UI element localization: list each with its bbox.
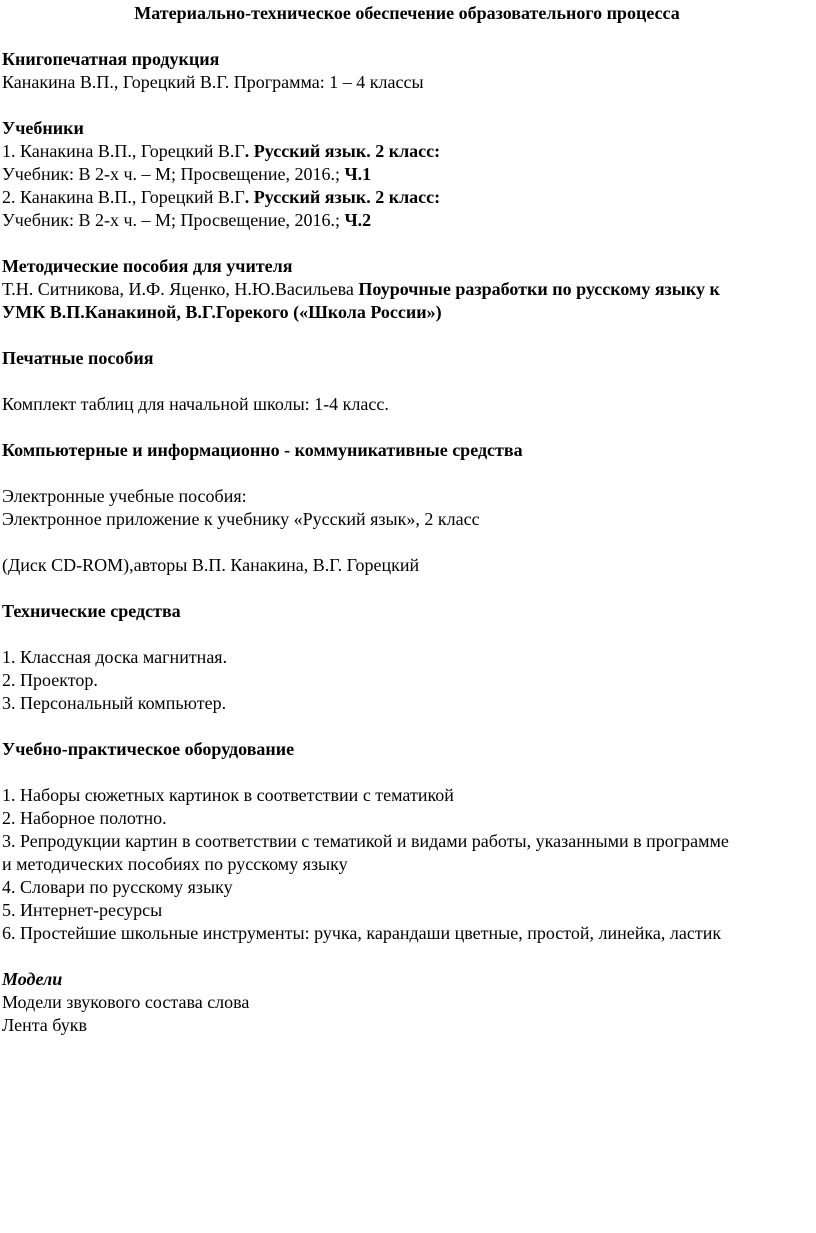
spacer [2,531,812,554]
models-item-2: Лента букв [2,1015,87,1035]
books-line: Канакина В.П., Горецкий В.Г. Программа: 1 – 4 классы [2,72,424,92]
textbook-1-prefix: 1. Канакина В.П., Горецкий В.Г [2,141,245,161]
textbook-2-part: Ч.2 [344,210,372,230]
section-practical [2,738,812,945]
practical-item-2: 2. Наборное полотно. [2,808,167,828]
practical-item-3: 3. Репродукции картин в соответствии с тематикой и видами работы, указанными в программе [2,831,729,851]
books-heading: Книгопечатная продукция [2,49,220,69]
models-heading: Модели [2,969,63,989]
models-item-1: Модели звукового состава слова [2,992,250,1012]
section-teacher [2,255,812,324]
technical-item-3: 3. Персональный компьютер. [2,693,227,713]
document-title: Материально-техническое обеспечение образовательного процесса [134,3,680,23]
computer-line1: Электронные учебные пособия: [2,486,247,506]
computer-heading: Компьютерные и информационно - коммуникативные средства [2,440,523,460]
teacher-title-part2: УМК В.П.Канакиной, В.Г.Горекого («Школа России») [2,302,442,322]
computer-line3: (Диск CD-ROM),авторы В.П. Канакина, В.Г. Горецкий [2,555,420,575]
technical-heading: Технические средства [2,601,181,621]
textbook-2-line1 [2,186,812,209]
textbook-1-part: Ч.1 [344,164,372,184]
practical-item-1: 1. Наборы сюжетных картинок в соответствии с тематикой [2,785,454,805]
technical-item-1: 1. Классная доска магнитная. [2,647,228,667]
textbook-1-title: . Русский язык. 2 класс: [244,141,441,161]
textbook-2-publisher: Учебник: В 2-х ч. – М; Просвещение, 2016.; [2,210,345,230]
textbook-1-line2 [2,163,812,186]
teacher-line1 [2,278,812,301]
textbook-1-publisher: Учебник: В 2-х ч. – М; Просвещение, 2016.; [2,164,345,184]
spacer [2,462,812,485]
technical-item-2: 2. Проектор. [2,670,98,690]
teacher-authors: Т.Н. Ситникова, И.Ф. Яценко, Н.Ю.Васильева [2,279,359,299]
spacer [2,623,812,646]
teacher-title-part1: Поурочные разработки по русскому языку к [358,279,720,299]
section-models [2,968,812,1037]
section-computer [2,439,812,577]
practical-item-6: 6. Простейшие школьные инструменты: ручка, карандаши цветные, простой, линейка, ластик [2,923,722,943]
section-books [2,48,812,94]
section-printed [2,347,812,416]
practical-item-5: 5. Интернет-ресурсы [2,900,163,920]
document-page [2,0,812,1060]
section-technical [2,600,812,715]
spacer [2,761,812,784]
printed-heading: Печатные пособия [2,348,154,368]
textbook-2-prefix: 2. Канакина В.П., Горецкий В.Г [2,187,245,207]
practical-item-3-continued: и методических пособиях по русскому языку [2,854,348,874]
computer-line2: Электронное приложение к учебнику «Русский язык», 2 класс [2,509,480,529]
practical-item-4: 4. Словари по русскому языку [2,877,233,897]
spacer [2,370,812,393]
textbook-2-line2 [2,209,812,232]
textbook-2-title: . Русский язык. 2 класс: [244,187,441,207]
section-textbooks [2,117,812,232]
practical-heading: Учебно-практическое оборудование [2,739,295,759]
printed-line: Комплект таблиц для начальной школы: 1-4 класс. [2,394,389,414]
textbooks-heading: Учебники [2,118,84,138]
teacher-heading: Методические пособия для учителя [2,256,293,276]
textbook-1-line1 [2,140,812,163]
